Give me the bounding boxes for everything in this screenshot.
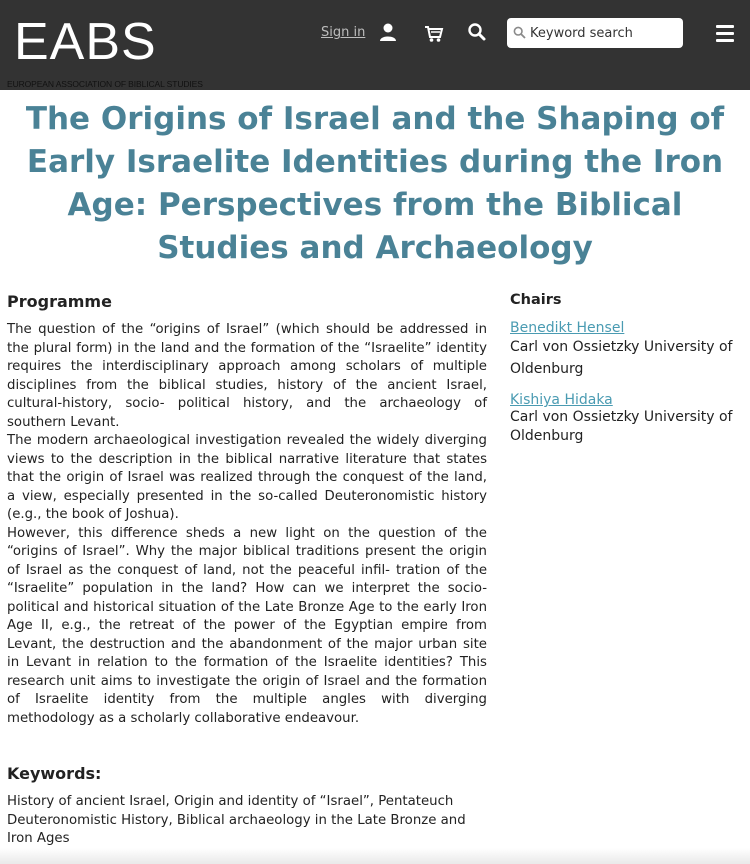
keywords-line: Iron Ages [7, 831, 70, 846]
keywords-heading: Keywords: [7, 764, 102, 783]
user-icon[interactable] [378, 22, 398, 44]
programme-paragraph: The modern archaeological investigation revealed the widely diverging views to the description in the biblical narrative literature that states that the origin of Israel was realized through the conquest of the land, a view, especially presented in the so-called Deuteronomistic history (e.g., the book of Joshua). [7, 433, 487, 522]
programme-heading: Programme [7, 292, 112, 311]
search-icon[interactable] [467, 22, 487, 44]
keywords-line: History of ancient Israel, Origin and identity of “Israel”, Pentateuch [7, 794, 454, 809]
eabs-logo[interactable]: EABS [14, 13, 157, 71]
keyword-search-input[interactable] [526, 25, 672, 42]
chair-entry [510, 389, 735, 446]
menu-icon[interactable] [716, 25, 734, 41]
top-navigation-bar [0, 0, 750, 90]
chair-affiliation: Carl von Ossietzky University of Oldenburg [510, 409, 733, 444]
chairs-heading: Chairs [510, 292, 562, 308]
sign-in-link[interactable]: Sign in [321, 25, 366, 40]
programme-paragraph: The question of the “origins of Israel” (which should be addressed in the plural form) in the land and the formation of the “Israelite” identity requires the interdisciplinary approach among scholars of multiple disciplines from the biblical studies, history of the ancient Israel, cultural-history, socio- political history, and the archaeology of southern Levant. [7, 322, 487, 430]
programme-section [7, 292, 487, 849]
chair-affiliation: Carl von Ossietzky University of Oldenburg [510, 339, 733, 377]
keywords-line: Deuteronomistic History, Biblical archaeology in the Late Bronze and [7, 812, 466, 828]
keywords-text [7, 793, 487, 849]
bottom-fade [0, 848, 750, 864]
page-title: The Origins of Israel and the Shaping of Early Israelite Identities during the Iron Age: Perspectives from the Biblical Studies and Archaeology [25, 101, 725, 266]
programme-paragraph: However, this difference sheds a new light on the question of the “origins of Israel”. Why the major biblical traditions present the origin of Israel as the conquest of land, not the peaceful infil- tration of the “Israelite” population in the land? How can we interpret the socio-political and historical situation of the Late Bronze Age to the early Iron Age II, e.g., the retreat of the power of the Egyptian empire from Levant, the destruction and the abandonment of the major urban site in Levant in relation to the formation of the Israelite identities? This research unit aims to investigate the origin of Israel and the formation of Israelite identity from the multiple angles with diverging methodology as a scholarly collaborative endeavour. [7, 525, 487, 726]
search-field-icon [513, 24, 526, 43]
chairs-section [510, 292, 735, 446]
chair-entry [510, 317, 735, 380]
keyword-search-box[interactable] [507, 18, 683, 48]
chair-name-link[interactable]: Benedikt Hensel [510, 320, 625, 336]
logo-subtitle: EUROPEAN ASSOCIATION OF BIBLICAL STUDIES [7, 79, 203, 89]
cart-icon[interactable] [424, 22, 444, 44]
chair-name-link[interactable]: Kishiya Hidaka [510, 392, 613, 408]
